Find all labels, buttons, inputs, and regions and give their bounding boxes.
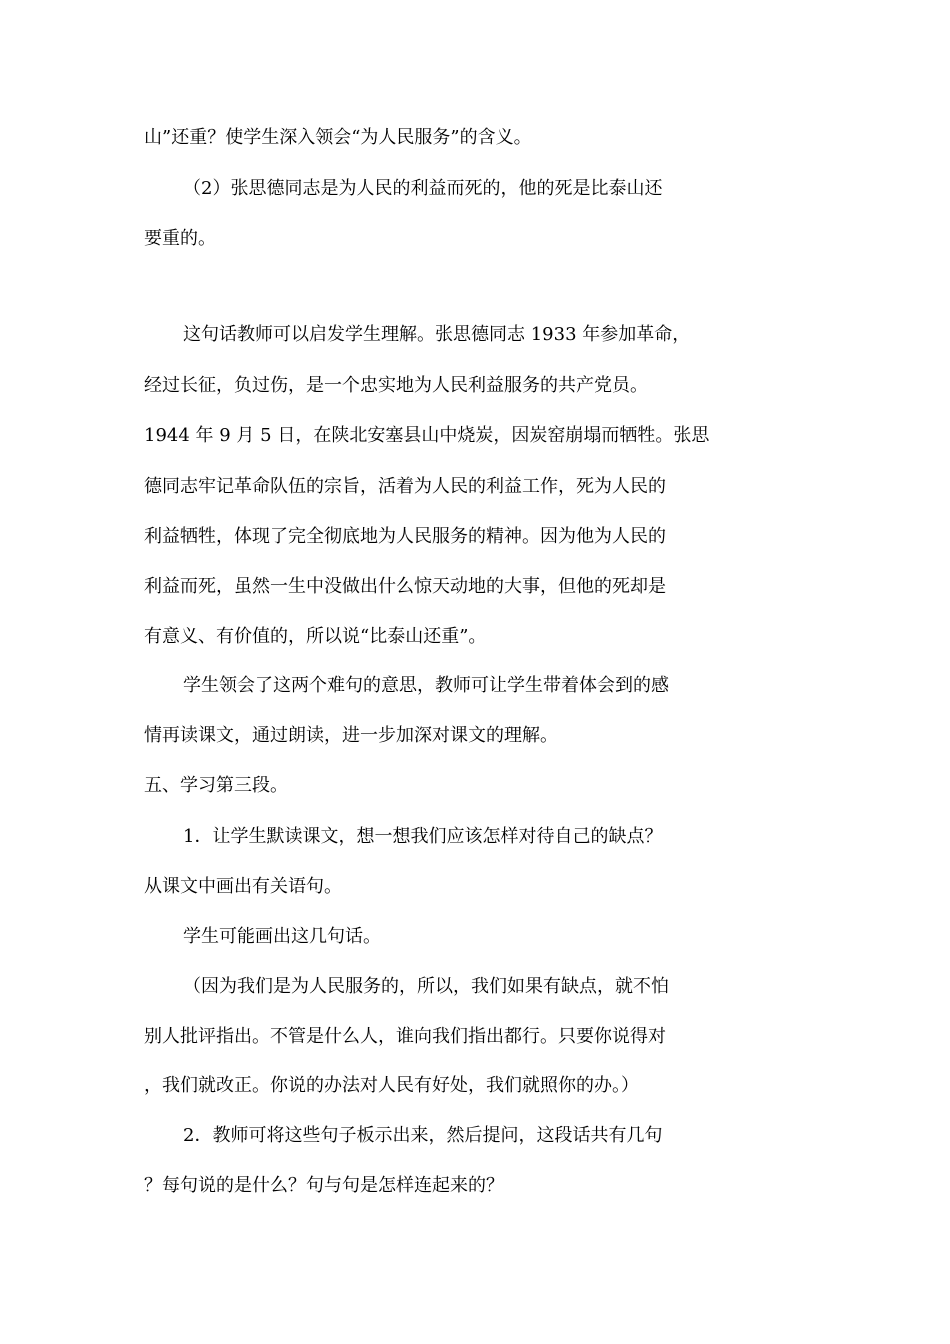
text-line-5: 经过长征，负过伤，是一个忠实地为人民利益服务的共产党员。 <box>144 375 648 396</box>
text-line-3: 要重的。 <box>144 228 216 249</box>
text-line-6: 1944 年 9 月 5 日，在陕北安塞县山中烧炭，因炭窑崩塌而牺牲。张思 <box>144 425 710 446</box>
text-line-19: ，我们就改正。你说的办法对人民有好处，我们就照你的办。） <box>144 1075 639 1096</box>
text-line-15: 从课文中画出有关语句。 <box>144 876 342 897</box>
text-line-20: 2．教师可将这些句子板示出来，然后提问，这段话共有几句 <box>183 1125 663 1146</box>
text-line-18: 别人批评指出。不管是什么人，谁向我们指出都行。只要你说得对 <box>144 1026 666 1047</box>
text-line-4: 这句话教师可以启发学生理解。张思德同志 1933 年参加革命， <box>183 324 691 345</box>
text-line-12: 情再读课文，通过朗读，进一步加深对课文的理解。 <box>144 725 558 746</box>
text-line-2: （2）张思德同志是为人民的利益而死的，他的死是比泰山还 <box>183 178 663 199</box>
text-line-9: 利益而死，虽然一生中没做出什么惊天动地的大事，但他的死却是 <box>144 576 666 597</box>
text-line-1: 山”还重？使学生深入领会“为人民服务”的含义。 <box>144 127 532 148</box>
text-line-10: 有意义、有价值的，所以说“比泰山还重”。 <box>144 626 487 647</box>
text-line-11: 学生领会了这两个难句的意思，教师可让学生带着体会到的感 <box>183 675 669 696</box>
text-line-7: 德同志牢记革命队伍的宗旨，活着为人民的利益工作，死为人民的 <box>144 476 666 497</box>
section-heading: 五、学习第三段。 <box>144 775 288 796</box>
text-line-14: 1．让学生默读课文，想一想我们应该怎样对待自己的缺点？ <box>183 826 663 847</box>
text-line-16: 学生可能画出这几句话。 <box>183 926 381 947</box>
text-line-17: （因为我们是为人民服务的，所以，我们如果有缺点，就不怕 <box>183 976 669 997</box>
text-line-8: 利益牺牲，体现了完全彻底地为人民服务的精神。因为他为人民的 <box>144 526 666 547</box>
text-line-21: ？每句说的是什么？句与句是怎样连起来的？ <box>144 1175 504 1196</box>
